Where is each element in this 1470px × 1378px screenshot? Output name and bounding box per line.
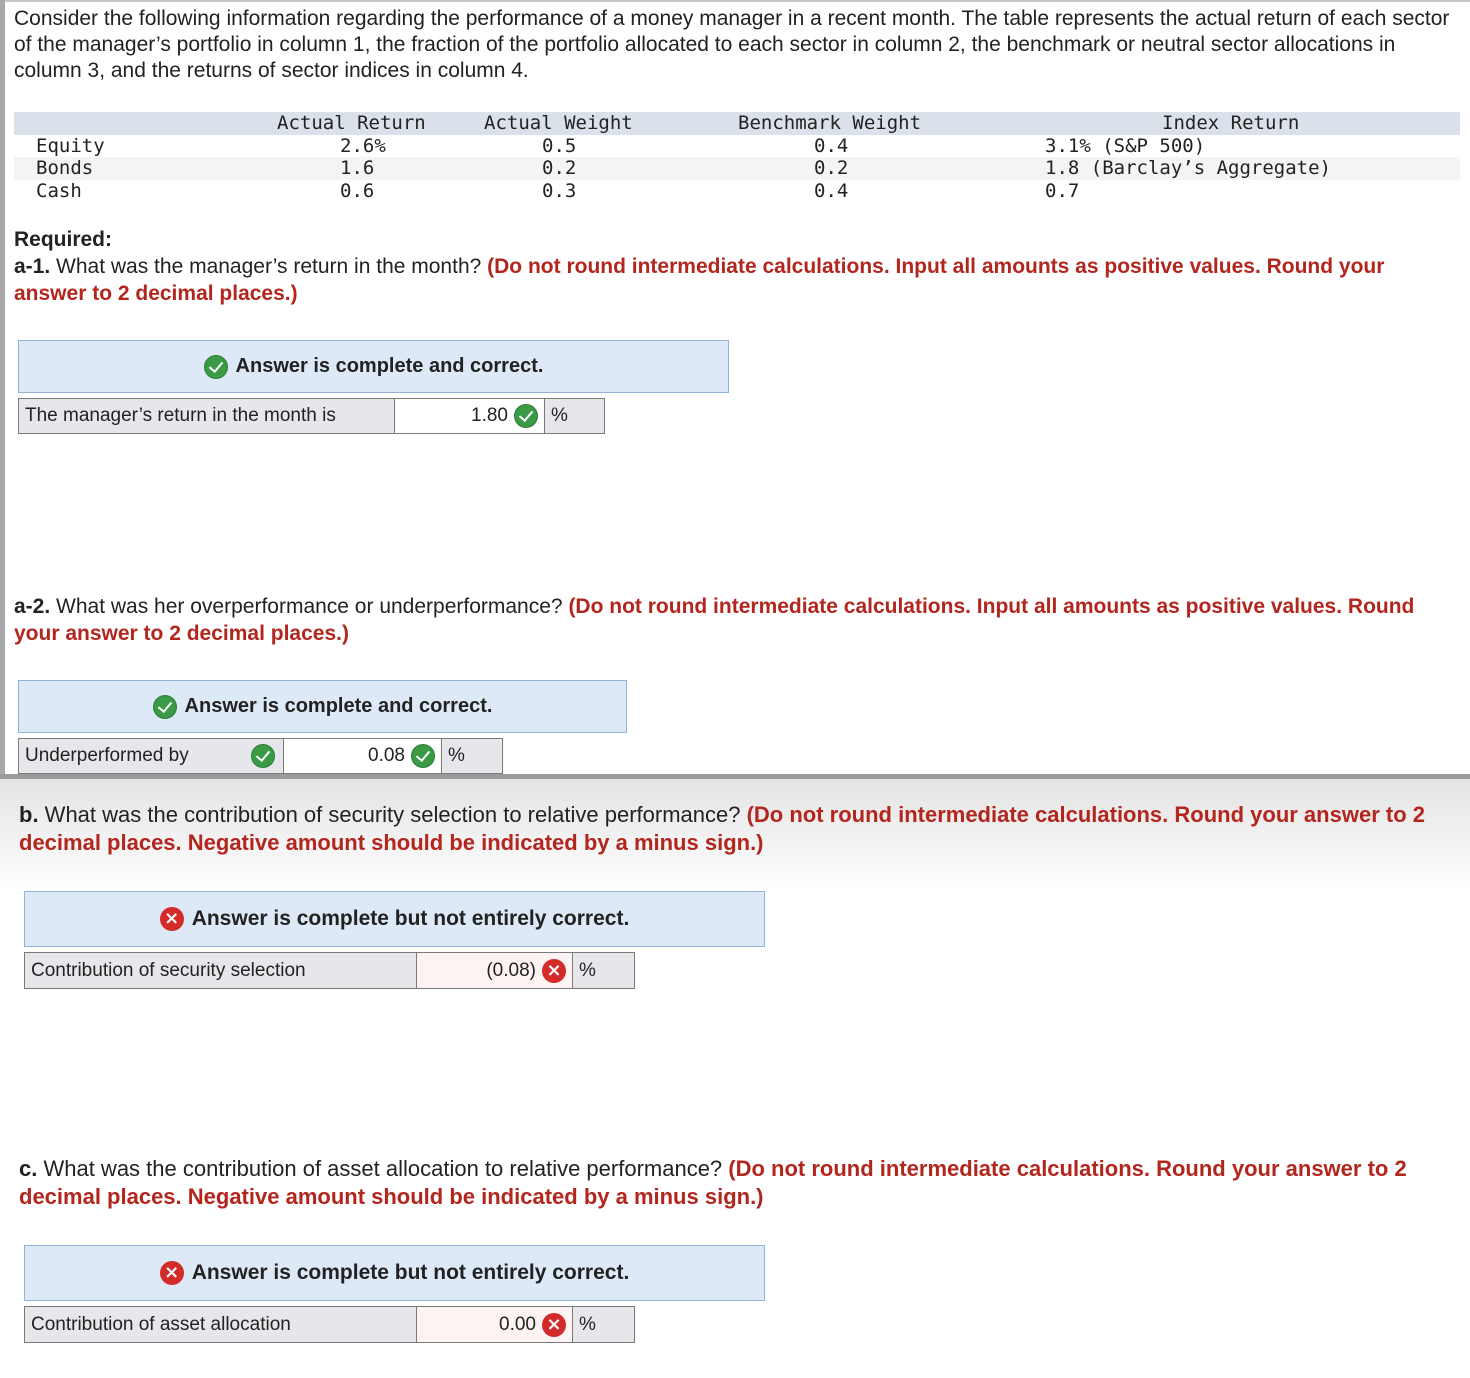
a2-answer-select[interactable] [19,739,284,773]
question-c [19,1155,1459,1211]
cell-actual-weight: 0.2 [542,157,577,179]
question-c-number: c. [19,1156,38,1181]
a1-answer-unit: % [545,399,604,433]
c-answer-unit: % [573,1307,634,1342]
col-header-actual-return: Actual Return [277,112,426,134]
a2-answer-value: 0.08 [368,745,405,766]
required-label: Required: [14,228,113,251]
table-row [14,157,1460,180]
question-a2 [14,593,1454,647]
cell-benchmark-weight: 0.4 [814,134,849,157]
a1-answer-label: The manager’s return in the month is [19,399,395,433]
check-circle-icon [153,695,177,719]
x-circle-icon: × [160,907,184,931]
a2-answer-row [18,738,503,774]
cell-benchmark-weight: 0.4 [814,179,849,202]
x-circle-icon: × [542,1313,566,1337]
check-circle-icon [514,404,538,428]
a2-result-banner [18,680,627,733]
a1-answer-input[interactable] [395,399,545,433]
question-a1-number: a-1. [14,255,51,278]
question-b [19,801,1459,857]
question-a2-instruction: (Do not round intermediate calculations. Input all amounts as positive values. Round your answer to 2 decimal places.) [14,595,1415,645]
b-answer-label: Contribution of security selection [25,953,417,988]
question-c-instruction: (Do not round intermediate calculations. Round your answer to 2 decimal places. Negative amount should be indicated by a minus sign.) [19,1156,1407,1209]
table-row [14,180,1460,203]
c-result-banner [24,1245,765,1301]
check-circle-icon [204,355,228,379]
left-rule [0,0,5,778]
b-answer-value: (0.08) [486,959,536,981]
c-answer-label: Contribution of asset allocation [25,1307,417,1342]
a2-answer-label: Underperformed by [25,745,189,766]
cell-sector: Bonds [36,157,94,179]
col-header-actual-weight: Actual Weight [484,112,633,134]
question-a2-number: a-2. [14,595,51,618]
cell-actual-return: 2.6% [340,134,386,157]
cell-sector: Cash [36,179,82,202]
x-circle-icon: × [160,1261,184,1285]
cell-actual-return: 1.6 [340,157,375,179]
b-answer-input[interactable] [417,953,573,988]
question-b-instruction: (Do not round intermediate calculations. Round your answer to 2 decimal places. Negative amount should be indicated by a minus sign.) [19,802,1425,855]
question-a2-text: What was her overperformance or underperformance? [50,595,569,618]
question-a1-instruction: (Do not round intermediate calculations. Input all amounts as positive values. Round your answer to 2 decimal places.) [14,255,1385,305]
a1-answer-row [18,398,605,434]
b-answer-row [24,952,635,989]
question-a1 [14,226,1454,307]
b-banner-text: Answer is complete but not entirely correct. [191,907,630,930]
cell-actual-weight: 0.3 [542,179,577,202]
b-answer-unit: % [573,953,634,988]
a2-banner-text: Answer is complete and correct. [184,695,493,717]
cell-actual-weight: 0.5 [542,134,577,157]
question-c-text: What was the contribution of asset allocation to relative performance? [37,1156,729,1181]
cell-benchmark-weight: 0.2 [814,157,849,179]
check-circle-icon [251,744,275,768]
table-header [14,112,1460,135]
cell-index-return: 3.1% (S&P 500) [1045,134,1206,157]
c-answer-input[interactable] [417,1307,573,1342]
data-table [14,112,1460,202]
c-answer-row [24,1306,635,1343]
x-circle-icon: × [542,959,566,983]
col-header-benchmark-weight: Benchmark Weight [738,112,922,134]
question-b-text: What was the contribution of security selection to relative performance? [38,802,747,827]
cell-index-return: 0.7 [1045,179,1080,202]
cell-sector: Equity [36,134,105,157]
cell-index-return: 1.8 (Barclay’s Aggregate) [1045,157,1331,179]
a1-result-banner [18,340,729,393]
question-a1-text: What was the manager’s return in the month? [50,255,488,278]
intro-text: Consider the following information regarding the performance of a money manager in a recent month. The table represents the actual return of each sector of the manager’s portfolio in column 1, the fraction of the portfolio allocated to each sector in column 2, the benchmark or neutral sector allocations in column 3, and the returns of sector indices in column 4. [14,7,1450,82]
a1-banner-text: Answer is complete and correct. [235,355,544,377]
c-banner-text: Answer is complete but not entirely correct. [191,1261,630,1284]
top-rule [5,0,1470,2]
a2-answer-unit: % [442,739,502,773]
b-result-banner [24,891,765,947]
col-header-index-return: Index Return [1162,112,1300,134]
table-row [14,135,1460,158]
cell-actual-return: 0.6 [340,179,375,202]
c-answer-value: 0.00 [499,1313,536,1335]
check-circle-icon [411,744,435,768]
a1-answer-value: 1.80 [471,405,508,426]
a2-answer-input[interactable] [284,739,442,773]
question-b-number: b. [19,802,39,827]
